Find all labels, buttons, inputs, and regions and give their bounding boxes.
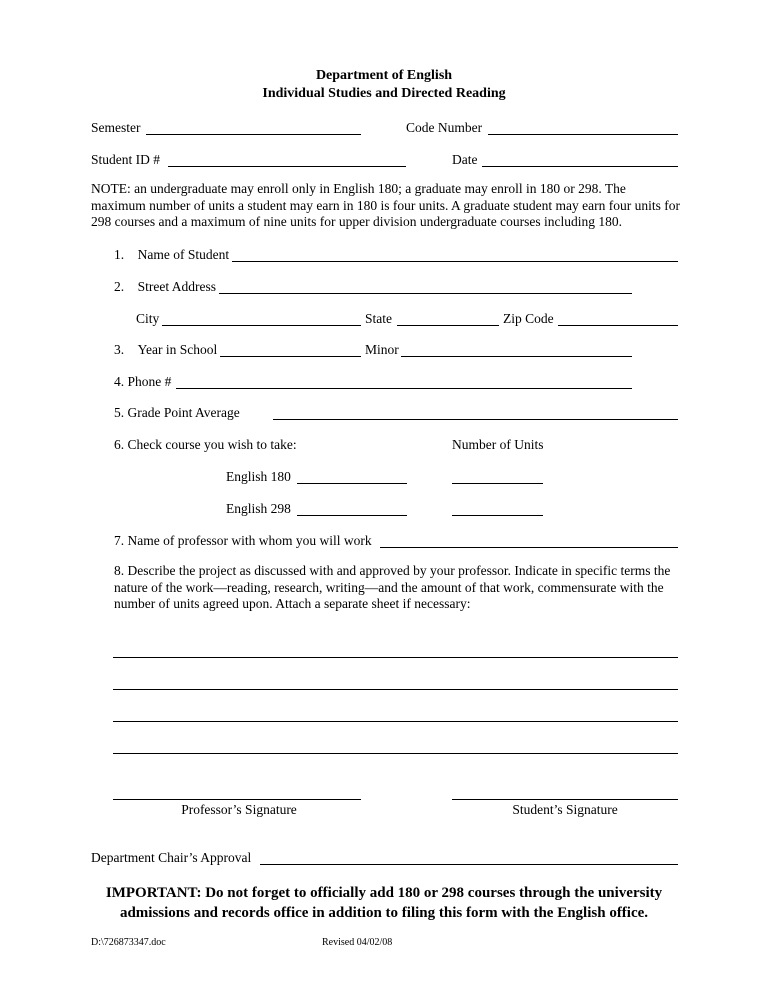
minor-field[interactable] bbox=[401, 356, 632, 357]
student-id-label: Student ID # bbox=[91, 152, 160, 167]
year-label: 3. Year in School bbox=[114, 342, 218, 357]
project-description-line[interactable] bbox=[113, 753, 678, 754]
minor-label: Minor bbox=[365, 342, 399, 357]
year-field[interactable] bbox=[220, 356, 361, 357]
name-field[interactable] bbox=[232, 261, 678, 262]
street-label: 2. Street Address bbox=[114, 279, 216, 294]
gpa-field[interactable] bbox=[273, 419, 678, 420]
footer-file-path: D:\726873347.doc bbox=[91, 937, 166, 948]
professor-signature-label: Professor’s Signature bbox=[181, 802, 297, 817]
professor-label: 7. Name of professor with whom you will work bbox=[114, 533, 372, 548]
student-signature-label: Student’s Signature bbox=[512, 802, 618, 817]
city-label: City bbox=[136, 311, 160, 326]
date-label: Date bbox=[452, 152, 478, 167]
phone-label: 4. Phone # bbox=[114, 374, 172, 389]
name-label: 1. Name of Student bbox=[114, 247, 230, 262]
date-field[interactable] bbox=[482, 166, 678, 167]
phone-field[interactable] bbox=[176, 388, 632, 389]
project-description-line[interactable] bbox=[113, 721, 678, 722]
english-298-units[interactable] bbox=[452, 515, 543, 516]
units-label: Number of Units bbox=[452, 437, 544, 452]
chair-approval-field[interactable] bbox=[260, 864, 678, 865]
english-180-units[interactable] bbox=[452, 483, 543, 484]
english-298-check[interactable] bbox=[297, 515, 407, 516]
gpa-label: 5. Grade Point Average bbox=[114, 405, 240, 420]
enrollment-note: NOTE: an undergraduate may enroll only in English 180; a graduate may enroll in 180 or 298. The maximum number of units a student may earn in 180 is four units. A graduate student may earn four units for 298 courses and a maximum of nine units for upper division undergraduate courses including 180. bbox=[91, 181, 681, 229]
code-number-label: Code Number bbox=[406, 120, 483, 135]
student-signature-field[interactable] bbox=[452, 799, 678, 800]
project-description-line[interactable] bbox=[113, 657, 678, 658]
project-description-line[interactable] bbox=[113, 689, 678, 690]
important-notice: IMPORTANT: Do not forget to officially add 180 or 298 courses through the university admissions and records office in addition to filing this form with the English office. bbox=[105, 885, 663, 921]
zip-label: Zip Code bbox=[503, 311, 554, 326]
english-298-label: English 298 bbox=[226, 501, 291, 516]
city-field[interactable] bbox=[162, 325, 361, 326]
code-number-field[interactable] bbox=[488, 134, 678, 135]
project-description-instructions: 8. Describe the project as discussed with and approved by your professor. Indicate in specific terms the nature of the work—reading, research, writing—and the amount of that work, commensurate with the number of units agreed upon. Attach a separate sheet if necessary: bbox=[114, 563, 671, 611]
course-label: 6. Check course you wish to take: bbox=[114, 437, 297, 452]
semester-label: Semester bbox=[91, 120, 141, 135]
form-title-department: Department of English bbox=[315, 68, 453, 83]
form-title-program: Individual Studies and Directed Reading bbox=[262, 86, 506, 101]
english-180-check[interactable] bbox=[297, 483, 407, 484]
zip-field[interactable] bbox=[558, 325, 678, 326]
english-180-label: English 180 bbox=[226, 469, 291, 484]
professor-field[interactable] bbox=[380, 547, 678, 548]
footer-revised-date: Revised 04/02/08 bbox=[322, 937, 393, 948]
professor-signature-field[interactable] bbox=[113, 799, 361, 800]
street-field[interactable] bbox=[219, 293, 632, 294]
state-field[interactable] bbox=[397, 325, 499, 326]
student-id-field[interactable] bbox=[168, 166, 406, 167]
state-label: State bbox=[365, 311, 392, 326]
chair-approval-label: Department Chair’s Approval bbox=[91, 850, 252, 865]
semester-field[interactable] bbox=[146, 134, 361, 135]
